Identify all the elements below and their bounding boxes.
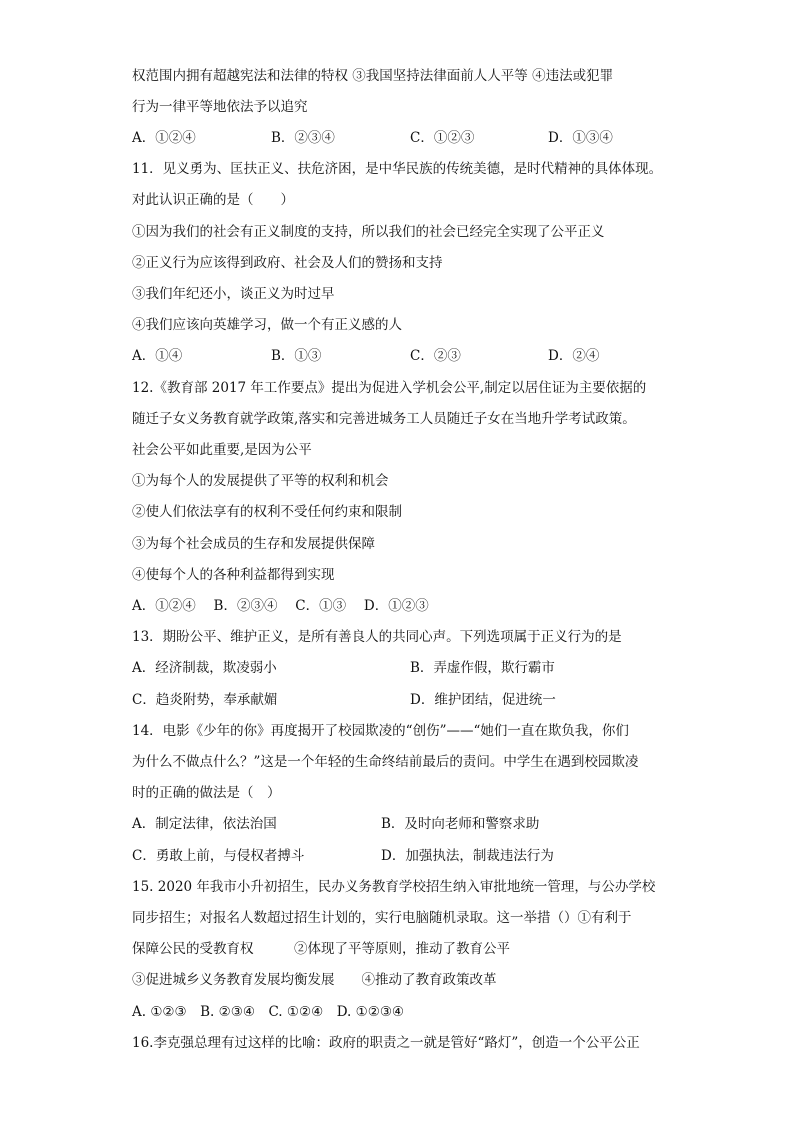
q11-option-a: A．①④: [132, 348, 183, 364]
q11-option-c: C．②③: [410, 348, 461, 364]
q11-option-b: B．①③: [271, 348, 322, 364]
q13-option-a: A．经济制裁，欺凌弱小: [132, 660, 277, 676]
text-line: 权范围内拥有超越宪法和法律的特权 ③我国坚持法律面前人人平等 ④违法或犯罪: [132, 68, 614, 84]
question-11-stem-cont: 对此认识正确的是（ ）: [132, 192, 294, 208]
q13-option-c: C．趋炎附势，奉承献媚: [132, 692, 278, 708]
question-15-stem: 15. 2020 年我市小升初招生，民办义务教育学校招生纳入审批地统一管理，与公办学校: [132, 879, 656, 895]
q14-option-a: A．制定法律，依法治国: [132, 816, 277, 832]
q12-statement-1: ①为每个人的发展提供了平等的权利和机会: [132, 473, 389, 489]
q13-option-d: D．维护团结，促进统一: [410, 692, 556, 708]
q14-option-d: D．加强执法，制裁违法行为: [381, 848, 554, 864]
q10-option-b: B．②③④: [271, 130, 335, 146]
q10-option-d: D．①③④: [548, 130, 613, 146]
q10-option-a: A．①②④: [132, 130, 196, 146]
q10-option-c: C．①②③: [410, 130, 475, 146]
question-11-stem: 11．见义勇为、匡扶正义、扶危济困，是中华民族的传统美德，是时代精神的具体体现。: [132, 161, 663, 177]
question-15-stem-cont: ③促进城乡义务教育发展均衡发展 ④推动了教育政策改革: [132, 972, 497, 988]
q13-option-b: B．弄虚作假，欺行霸市: [410, 660, 555, 676]
q11-statement-3: ③我们年纪还小，谈正义为时过早: [132, 286, 335, 302]
q14-options-row-2: [132, 846, 672, 866]
q10-options: [132, 128, 672, 148]
q15-options: A. ①②③ B. ②③④ C. ①②④ D. ①②③④: [132, 1004, 405, 1020]
q14-options-row-1: [132, 814, 672, 834]
question-12-stem-cont: 社会公平如此重要,是因为公平: [132, 442, 312, 458]
q13-options-row-2: [132, 690, 672, 710]
question-14-stem-cont: 时的正确的做法是（ ）: [132, 785, 281, 801]
q13-options-row-1: [132, 658, 672, 678]
q12-statement-4: ④使每个人的各种利益都得到实现: [132, 567, 335, 583]
q11-statement-1: ①因为我们的社会有正义制度的支持，所以我们的社会已经完全实现了公平正义: [132, 224, 605, 240]
question-13-stem: 13．期盼公平、维护正义，是所有善良人的共同心声。下列选项属于正义行为的是: [132, 629, 622, 645]
q11-statement-2: ②正义行为应该得到政府、社会及人们的赞扬和支持: [132, 255, 443, 271]
q12-statement-2: ②使人们依法享有的权利不受任何约束和限制: [132, 504, 402, 520]
question-14-stem-cont: 为什么不做点什么？”这是一个年轻的生命终结前最后的责问。中学生在遇到校园欺凌: [132, 754, 639, 770]
text-line: 行为一律平等地依法予以追究: [132, 99, 308, 115]
question-16-stem: 16.李克强总理有过这样的比喻：政府的职责之一就是管好“路灯”，创造一个公平公正: [132, 1035, 640, 1051]
q12-statement-3: ③为每个社会成员的生存和发展提供保障: [132, 536, 375, 552]
q12-options: A．①②④ B．②③④ C．①③ D．①②③: [132, 598, 429, 614]
q14-option-c: C．勇敢上前，与侵权者搏斗: [132, 848, 305, 864]
q14-option-b: B．及时向老师和警察求助: [381, 816, 540, 832]
question-15-stem-cont: 保障公民的受教育权 ②体现了平等原则，推动了教育公平: [132, 941, 510, 957]
question-12-stem: 12.《教育部 2017 年工作要点》提出为促进入学机会公平,制定以居住证为主要依据的: [132, 380, 647, 396]
question-14-stem: 14．电影《少年的你》再度揭开了校园欺凌的“创伤”——“她们一直在欺负我，你们: [132, 723, 629, 739]
question-12-stem-cont: 随迁子女义务教育就学政策,落实和完善进城务工人员随迁子女在当地升学考试政策。: [132, 411, 636, 427]
question-15-stem-cont: 同步招生；对报名人数超过招生计划的，实行电脑随机录取。这一举措（）①有利于: [132, 910, 632, 926]
q11-option-d: D．②④: [548, 348, 600, 364]
q11-statement-4: ④我们应该向英雄学习，做一个有正义感的人: [132, 317, 402, 333]
q11-options: [132, 346, 672, 366]
